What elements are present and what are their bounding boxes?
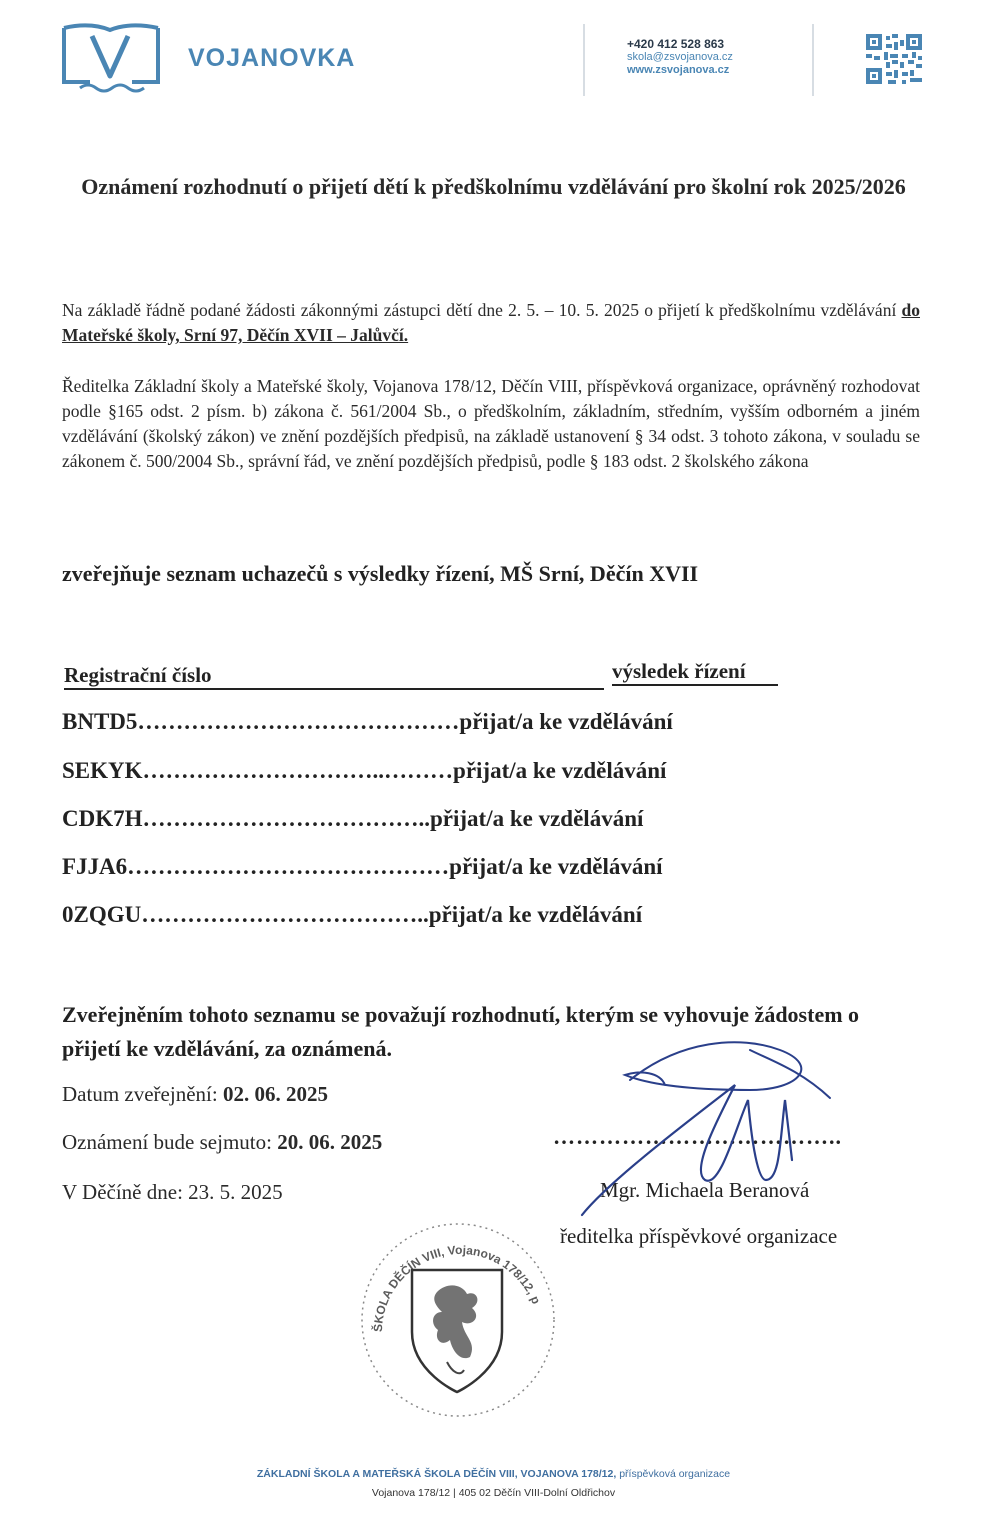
- school-logo: [60, 22, 162, 96]
- registration-code: 0ZQGU: [62, 902, 142, 927]
- document-title: Oznámení rozhodnutí o přijetí dětí k předškolnímu vzdělávání pro školní rok 2025/2026: [81, 174, 906, 199]
- registration-code: BNTD5: [62, 709, 138, 734]
- intro-text: Na základě řádně podané žádosti zákonnými zástupci dětí dne 2. 5. – 10. 5. 2025 o přijetí k předškolnímu vzdělávání: [62, 300, 902, 320]
- legal-paragraph: Ředitelka Základní školy a Mateřské školy, Vojanova 178/12, Děčín VIII, příspěvková organizace, oprávněný rozhodovat podle §165 odst. 2 písm. b) zákona č. 561/2004 Sb., o předškolním, základním, středním, vyšším odborném a jiném vzdělávání (školský zákon) ve znění pozdějších předpisů, na základě ustanovení § 34 odst. 3 tohoto zákona, v souladu se zákonem č. 500/2004 Sb., správní řád, ve znění pozdějších předpisů, podle § 183 odst. 2 školského zákona: [62, 376, 920, 471]
- contact-block: [627, 38, 733, 77]
- leader-dots: …………………………..………: [142, 758, 454, 783]
- school-address: do Mateřské školy, Srní 97, Děčín XVII – Jalůvčí.: [62, 300, 920, 345]
- removal-value: 20. 06. 2025: [277, 1130, 383, 1154]
- table-row: [62, 805, 802, 833]
- brand-name: VOJANOVKA: [188, 44, 356, 72]
- final-statement: Zveřejněním tohoto seznamu se považují rozhodnutí, kterým se vyhovuje žádostem o přijetí ke vzdělávání, za oznámená.: [62, 1002, 860, 1061]
- result-text: přijat/a ke vzdělávání: [449, 854, 663, 879]
- header-divider: [812, 24, 814, 96]
- signatory-role: ředitelka příspěvkové organizace: [560, 1224, 838, 1248]
- table-row: [62, 757, 802, 785]
- column-header-result: výsledek řízení: [612, 658, 778, 686]
- signature-line: ………………………………..: [553, 1124, 842, 1149]
- removal-date: [62, 1130, 382, 1155]
- registration-code: SEKYK: [62, 758, 143, 783]
- signatory-name: Mgr. Michaela Beranová: [600, 1178, 810, 1202]
- header-divider: [583, 24, 585, 96]
- footer-name-main: ZÁKLADNÍ ŠKOLA A MATEŘSKÁ ŠKOLA DĚČÍN VIII, VOJANOVA 178/12,: [256, 1468, 620, 1480]
- email-address: skola@zsvojanova.cz: [627, 51, 733, 63]
- result-text: přijat/a ke vzdělávání: [428, 902, 643, 927]
- footer-name-suffix: příspěvková organizace: [619, 1468, 731, 1480]
- registration-code: CDK7H: [62, 806, 143, 831]
- official-stamp: [352, 1212, 560, 1422]
- phone-number: +420 412 528 863: [627, 37, 725, 51]
- footer-address: Vojanova 178/12 | 405 02 Děčín VIII-Dolní Oldřichov: [371, 1487, 616, 1499]
- handwritten-signature: [570, 1030, 890, 1220]
- footer-school-name: [0, 1468, 987, 1480]
- announcement-heading: zveřejňuje seznam uchazečů s výsledky řízení, MŠ Srní, Děčín XVII: [62, 561, 699, 586]
- qr-code-icon: [866, 34, 922, 84]
- table-row: [62, 853, 802, 881]
- svg-text:ŠKOLA DĚČÍN VIII, Vojanova 178: ŠKOLA DĚČÍN VIII, Vojanova 178/12, p: [370, 1242, 544, 1333]
- registration-code: FJJA6: [62, 854, 128, 879]
- column-header-registration: Registrační číslo: [64, 662, 604, 690]
- place-and-date: V Děčíně dne: 23. 5. 2025: [62, 1180, 283, 1204]
- table-row: [62, 708, 802, 736]
- result-text: přijat/a ke vzdělávání: [453, 758, 667, 783]
- intro-paragraph: [62, 298, 920, 348]
- website-link[interactable]: www.zsvojanova.cz: [627, 64, 730, 76]
- published-label: Datum zveřejnění:: [62, 1082, 223, 1106]
- leader-dots: ……………………………………: [127, 854, 450, 879]
- leader-dots: ………………………………..: [141, 902, 429, 927]
- published-date: [62, 1082, 328, 1107]
- leader-dots: ………………………………..: [142, 806, 430, 831]
- leader-dots: ……………………………………: [137, 709, 460, 734]
- result-text: přijat/a ke vzdělávání: [430, 806, 644, 831]
- removal-label: Oznámení bude sejmuto:: [62, 1130, 278, 1154]
- result-text: přijat/a ke vzdělávání: [459, 709, 673, 734]
- published-value: 02. 06. 2025: [222, 1082, 328, 1106]
- table-row: [62, 901, 802, 929]
